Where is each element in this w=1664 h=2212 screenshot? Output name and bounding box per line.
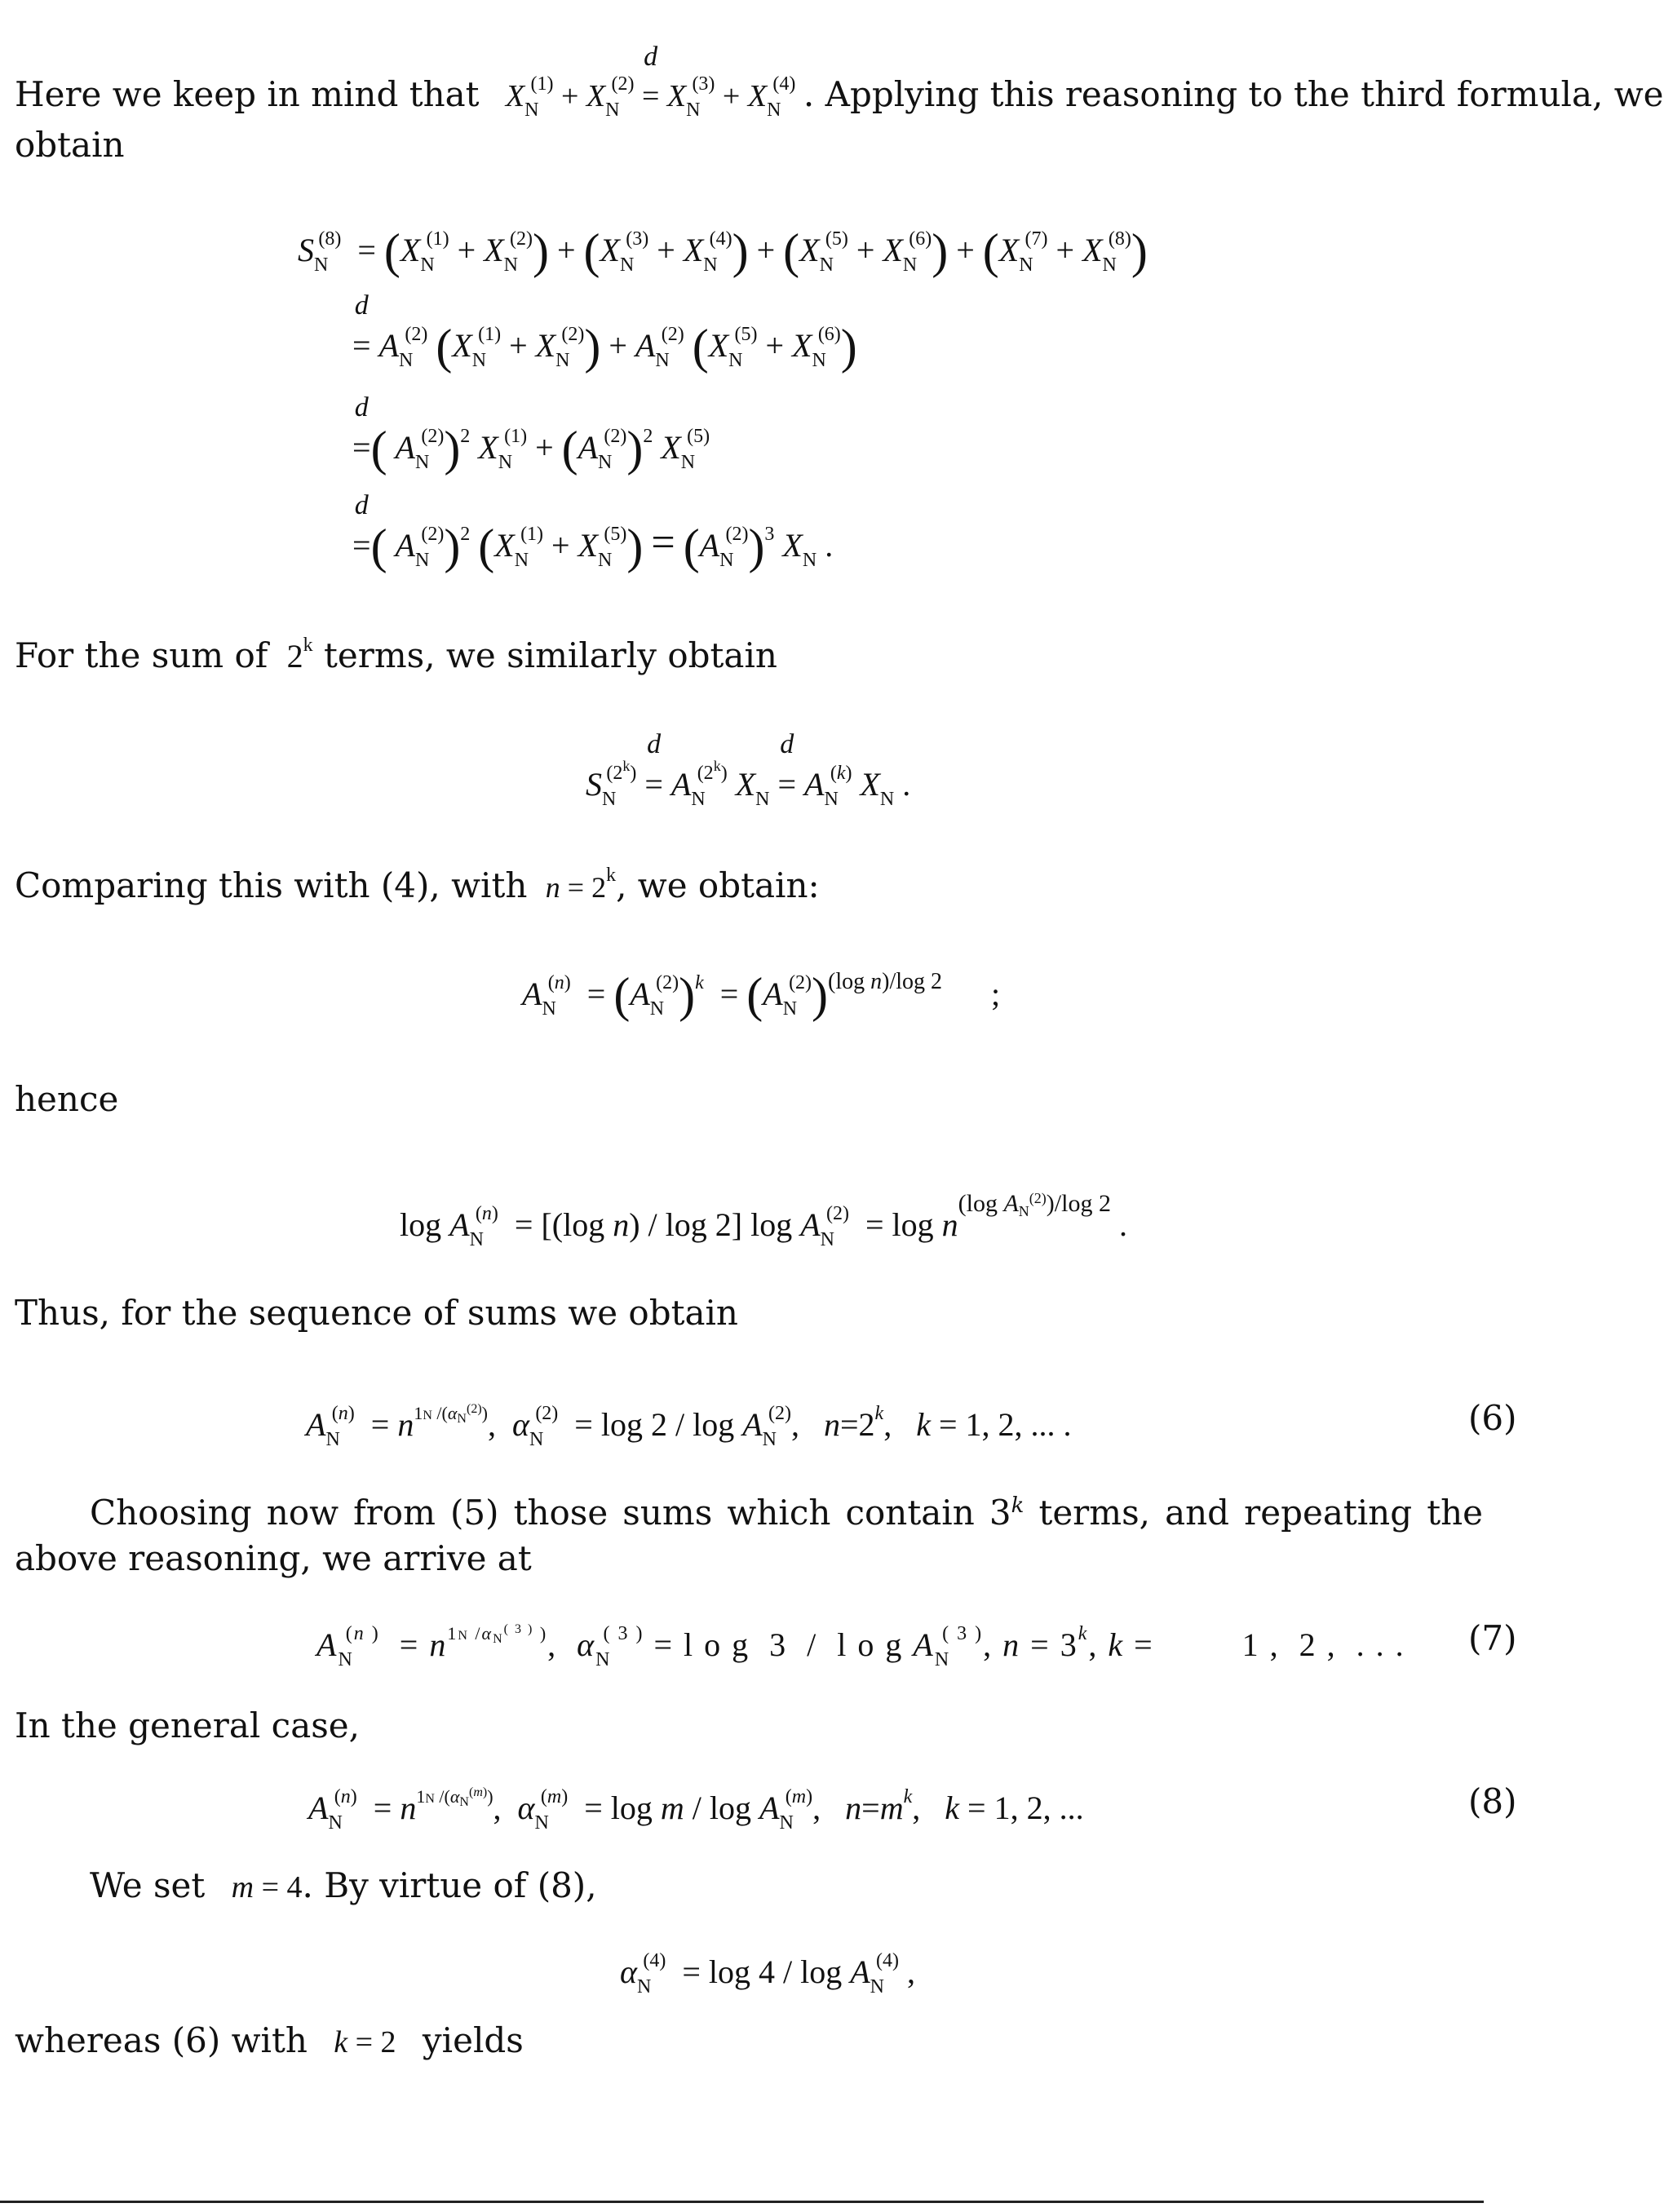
equation-alpha4: $\alpha_N^{(4)} = \log 4 / \log A_N^{(4)}$ , — [620, 1950, 915, 1997]
inline-2k: 2$^k$ — [278, 635, 313, 675]
paragraph-1-line2: obtain — [15, 125, 125, 165]
text: For the sum of — [15, 635, 268, 675]
equation-2k: $S_N^{(2^k)}$ = d $A_N^{(2^k)}$ $X_N$ = d $A_N^{(k)}$ $X_N$ . — [586, 729, 911, 810]
text: . By virtue of (8), — [302, 1865, 597, 1905]
inline-m: m = 4 — [231, 1870, 303, 1905]
paragraph-7: In the general case, — [15, 1705, 360, 1745]
paragraph-5: Thus, for the sequence of sums we obtain — [15, 1293, 738, 1333]
text: Comparing this with (4), with — [15, 865, 528, 905]
text: yields — [422, 2020, 524, 2060]
paragraph-9 — [15, 2018, 1484, 2064]
text: terms, we similarly obtain — [324, 635, 777, 675]
text: . Applying this reasoning to the third formula, we — [803, 74, 1664, 114]
text: We set — [90, 1865, 206, 1905]
paragraph-6: Choosing now from (5) those sums which contain 3$^k$ terms, and repeating the above reasoning, we arrive at — [15, 1493, 1483, 1578]
inline-k: k = 2 — [334, 2025, 412, 2059]
equation-number-8: (8) — [1468, 1781, 1517, 1821]
inline-equation: $X_N^{(1)} + X_N^{(2)}$ = d $X_N^{(3)} + X_N^{(4)}$ — [505, 42, 796, 121]
paragraph-1 — [15, 42, 1664, 121]
superscript-k: k — [1011, 1493, 1025, 1518]
equation-an-power: $A_N^{(n)} = (A_N^{(2)})^k = (A_N^{(2)})^{(log n)/log 2}$ ; — [522, 968, 1001, 1022]
equation-number-7: (7) — [1468, 1618, 1517, 1658]
equation-s8-line4: = d ( $A_N^{(2)})^2$ $(X_N^{(1)} + X_N^{(5)}) = (A_N^{(2)})^3$ $X_N$ . — [352, 490, 834, 573]
inline-n: $n = 2^k$ — [545, 865, 617, 904]
equation-s8-line2: = d $A_N^{(2)}$ $(X_N^{(1)} + X_N^{(2)}) + A_N^{(2)}$ $(X_N^{(5)} + X_N^{(6)})$ — [352, 290, 857, 374]
equation-s8-line3: = d ( $A_N^{(2)})^2$ $X_N^{(1)} + (A_N^{(2)})^2$ $X_N^{(5)}$ — [352, 392, 710, 476]
equation-6: $A_N^{(n)} = n^{1N /(\alpha N^{(2)})}$, $\alpha_N^{(2)} = \log 2 / \log A_N^{(2)}$, $n=2^k$, k = 1, 2, ... . — [306, 1402, 1072, 1450]
equation-8: $A_N^{(n)} = n^{1N /(\alpha N^{(m)})}$, $\alpha_N^{(m)} = \log m / \log A_N^{(m)}$, $n=m^k$, k = 1, 2, ... — [308, 1785, 1084, 1834]
equation-s8-line1: $S_N^{(8)} = (X_N^{(1)} + X_N^{(2)}) + (X_N^{(3)} + X_N^{(4)}) + (X_N^{(5)} + X_N^{(6)}) + (X_N^{(7)} + X_N^{(8)})$ — [298, 224, 1148, 278]
paragraph-4: hence — [15, 1079, 119, 1119]
paragraph-8 — [15, 1863, 1484, 1909]
text: Here we keep in mind that — [15, 74, 480, 114]
paragraph-2 — [15, 633, 1484, 679]
equation-log: $\log A_N^{(n)} = [(\log$ n) / log 2] $\log A_N^{(2)} = \log n^{(log A_N^{(2)})/log 2}$ . — [400, 1190, 1127, 1250]
text: , we obtain: — [616, 865, 820, 905]
footer-rule — [0, 2201, 1484, 2203]
text: whereas (6) with — [15, 2020, 308, 2060]
equation-7: $A_N^{(n )} = n^{1N /\alpha N^{( 3 )} )}$, $\alpha_N^{( 3 )} = l$ o g 3 / l o g $A_N^{( 3 )}$, $n = 3^k$, k = 1 , 2 , . . . — [316, 1622, 1405, 1670]
equation-number-6: (6) — [1468, 1398, 1517, 1438]
paragraph-3 — [15, 863, 1484, 909]
